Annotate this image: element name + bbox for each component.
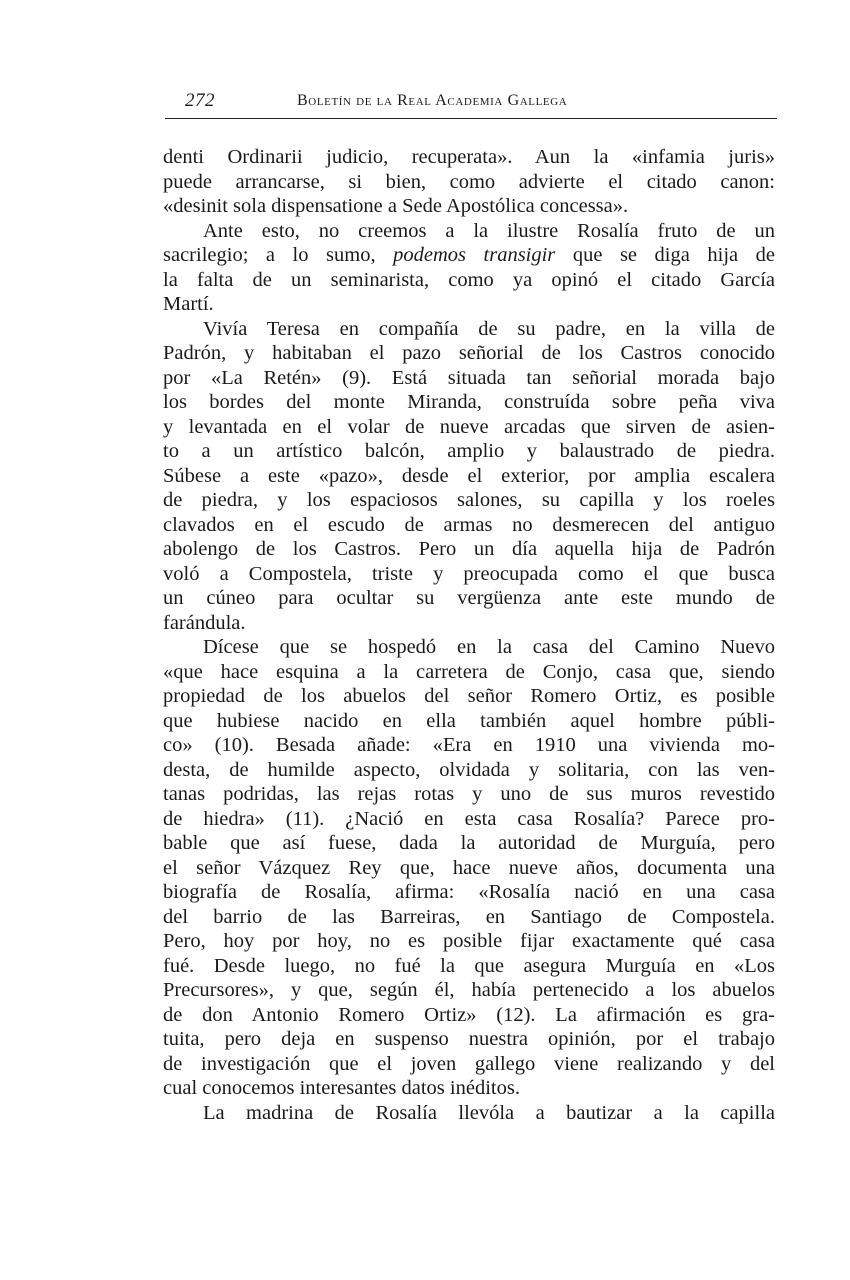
text-line: tuita, pero deja en suspenso nuestra opinión, por el trabajo <box>163 1028 775 1050</box>
text-line: «que hace esquina a la carretera de Conjo, casa que, siendo <box>163 660 775 683</box>
text-line: y levantada en el volar de nueve arcadas que sirven de asien- <box>163 415 775 438</box>
text-line: Martí. <box>163 293 214 315</box>
text-line: fué. Desde luego, no fué la que asegura Murguía en «Los <box>163 954 775 977</box>
text-line: Súbese a este «pazo», desde el exterior, por amplia escalera <box>163 464 775 487</box>
text-line: el señor Vázquez Rey que, hace nueve años, documenta una <box>163 856 775 879</box>
text-line: tanas podridas, las rejas rotas y uno de sus muros revestido <box>163 783 775 805</box>
text-line: co» (10). Besada añade: «Era en 1910 una vivienda mo- <box>163 734 775 756</box>
text-line: propiedad de los abuelos del señor Romero Ortiz, es posible <box>163 685 775 707</box>
text-line: de don Antonio Romero Ortiz» (12). La afirmación es gra- <box>163 1003 775 1026</box>
page-number: 272 <box>185 90 215 111</box>
text-line: del barrio de las Barreiras, en Santiago de Compostela. <box>163 905 775 928</box>
text-line: bable que así fuese, dada la autoridad de Murguía, pero <box>163 832 775 854</box>
journal-title: Boletín de la Real Academia Gallega <box>297 92 568 109</box>
text-line: abolengo de los Castros. Pero un día aquella hija de Padrón <box>163 538 775 560</box>
text-line: la falta de un seminarista, como ya opinó el citado García <box>163 268 775 291</box>
text-line: de investigación que el joven gallego viene realizando y del <box>163 1052 775 1075</box>
text-line: de hiedra» (11). ¿Nació en esta casa Rosalía? Parece pro- <box>163 807 775 830</box>
text-line: farándula. <box>163 611 246 634</box>
text-line: «desinit sola dispensatione a Sede Apostólica concessa». <box>163 195 629 217</box>
text-segment: que se diga hija de <box>555 244 776 266</box>
body-text <box>163 145 775 1125</box>
text-line: La madrina de Rosalía llevóla a bautizar a la capilla <box>203 1101 775 1124</box>
italic-phrase: podemos transigir <box>393 244 556 266</box>
text-line: to a un artístico balcón, amplio y balaustrado de piedra. <box>163 440 775 462</box>
text-line: biografía de Rosalía, afirma: «Rosalía nació en una casa <box>163 881 775 903</box>
running-header <box>165 88 777 119</box>
text-line: que hubiese nacido en ella también aquel hombre públi- <box>163 709 775 732</box>
text-segment: sacrilegio; a lo sumo, <box>163 244 394 266</box>
text-line: voló a Compostela, triste y preocupada como el que busca <box>163 562 775 585</box>
text-line: un cúneo para ocultar su vergüenza ante este mundo de <box>163 587 775 609</box>
text-line <box>163 243 775 268</box>
text-line: Dícese que se hospedó en la casa del Camino Nuevo <box>203 636 775 658</box>
text-line: los bordes del monte Miranda, construída sobre peña viva <box>163 391 775 413</box>
text-line: Padrón, y habitaban el pazo señorial de los Castros conocido <box>163 342 775 364</box>
text-line: denti Ordinarii judicio, recuperata». Aun la «infamia juris» <box>163 146 775 168</box>
text-line: por «La Retén» (9). Está situada tan señorial morada bajo <box>163 366 775 389</box>
text-line: de piedra, y los espaciosos salones, su capilla y los roeles <box>163 489 775 511</box>
text-line: Pero, hoy por hoy, no es posible fijar exactamente qué casa <box>163 930 775 952</box>
text-line: clavados en el escudo de armas no desmerecen del antiguo <box>163 513 775 536</box>
text-line: desta, de humilde aspecto, olvidada y solitaria, con las ven- <box>163 758 775 781</box>
text-line: cual conocemos interesantes datos inéditos. <box>163 1077 520 1099</box>
text-line: Ante esto, no creemos a la ilustre Rosalía fruto de un <box>203 219 775 242</box>
text-line: puede arrancarse, si bien, como advierte el citado canon: <box>163 170 775 193</box>
text-line: Vivía Teresa en compañía de su padre, en la villa de <box>203 317 775 340</box>
text-line: Precursores», y que, según él, había pertenecido a los abuelos <box>163 979 775 1001</box>
